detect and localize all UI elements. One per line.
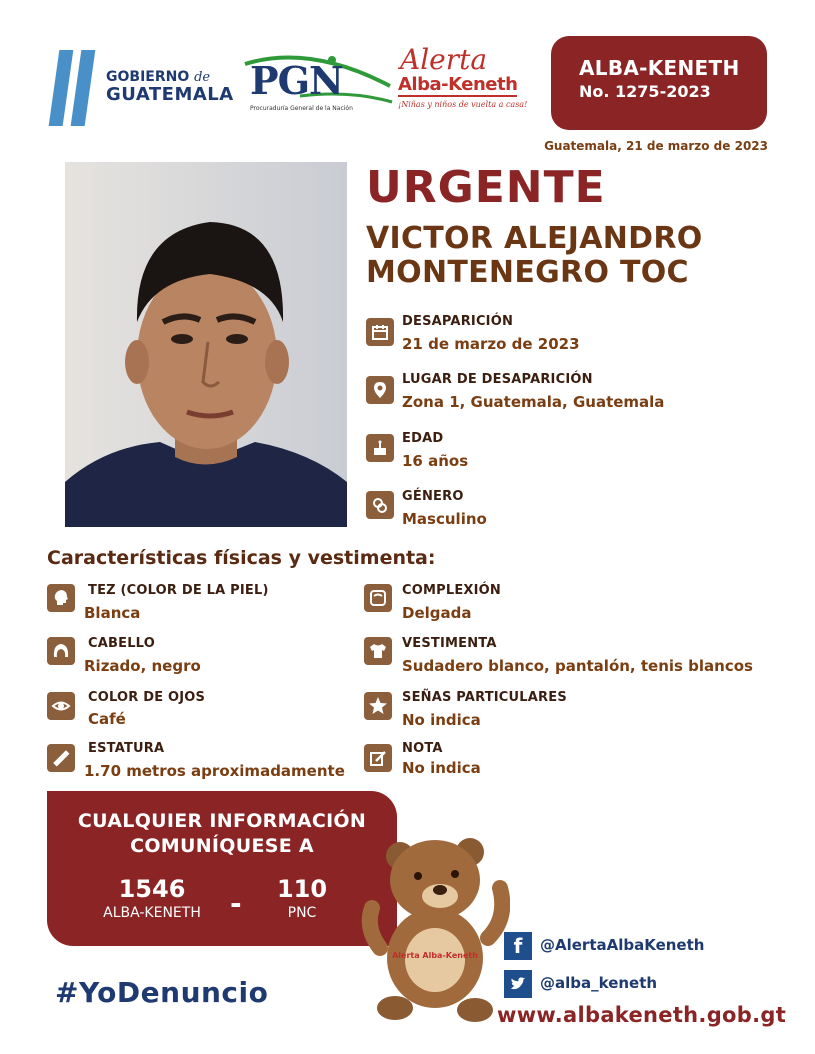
gov-line2: GUATEMALA bbox=[106, 84, 234, 105]
hashtag: #YoDenuncio bbox=[55, 976, 269, 1009]
clothing-value: Sudadero blanco, pantalón, tenis blancos bbox=[402, 657, 753, 675]
age-label: EDAD bbox=[402, 431, 444, 446]
pnc-phone-number[interactable]: 110 bbox=[276, 875, 328, 903]
gender-label: GÉNERO bbox=[402, 489, 464, 504]
contact-heading bbox=[47, 809, 397, 859]
disappearance-place-label: LUGAR DE DESAPARICIÓN bbox=[402, 372, 593, 387]
distinguishing-marks-label: SEÑAS PARTICULARES bbox=[402, 690, 567, 705]
disappearance-date-label: DESAPARICIÓN bbox=[402, 314, 514, 329]
facebook-handle[interactable]: @AlertaAlbaKeneth bbox=[540, 936, 705, 954]
build-value: Delgada bbox=[402, 604, 472, 622]
head-profile-icon bbox=[47, 584, 75, 612]
skin-tone-label: TEZ (COLOR DE LA PIEL) bbox=[88, 583, 269, 598]
case-number-badge bbox=[551, 36, 767, 130]
urgent-status: URGENTE bbox=[366, 162, 606, 213]
alba-keneth-phone-label: ALBA-KENETH bbox=[103, 905, 201, 921]
facebook-icon[interactable]: f bbox=[504, 932, 532, 960]
mascot-badge-text: Alerta Alba-Keneth bbox=[392, 951, 478, 960]
contact-heading-line1: CUALQUIER INFORMACIÓN bbox=[77, 810, 367, 832]
case-number: No. 1275-2023 bbox=[579, 82, 711, 101]
disappearance-place-value: Zona 1, Guatemala, Guatemala bbox=[402, 393, 665, 411]
missing-person-name bbox=[366, 222, 703, 290]
age-value: 16 años bbox=[402, 452, 469, 470]
distinguishing-marks-value: No indica bbox=[402, 711, 481, 729]
missing-person-photo bbox=[65, 162, 347, 527]
shirt-icon bbox=[364, 637, 392, 665]
pgn-logo-text: PGN bbox=[250, 58, 343, 103]
height-label: ESTATURA bbox=[88, 741, 165, 756]
alba-keneth-logo-word: Alba-Keneth bbox=[398, 74, 518, 95]
birthday-cake-icon bbox=[366, 434, 394, 462]
note-label: NOTA bbox=[402, 741, 443, 756]
hair-value: Rizado, negro bbox=[84, 657, 201, 675]
twitter-handle[interactable]: @alba_keneth bbox=[540, 974, 658, 992]
note-value: No indica bbox=[402, 759, 481, 777]
pgn-subtitle: Procuraduría General de la Nación bbox=[250, 105, 353, 112]
eye-color-label: COLOR DE OJOS bbox=[88, 690, 206, 705]
gender-icon bbox=[366, 491, 394, 519]
clothing-label: VESTIMENTA bbox=[402, 636, 497, 651]
calendar-icon bbox=[366, 318, 394, 346]
issue-date: Guatemala, 21 de marzo de 2023 bbox=[544, 139, 768, 153]
ruler-icon bbox=[47, 744, 75, 772]
height-value: 1.70 metros aproximadamente bbox=[84, 762, 345, 780]
twitter-icon[interactable] bbox=[504, 970, 532, 998]
name-line2: MONTENEGRO TOC bbox=[366, 255, 689, 290]
gov-line1: GOBIERNO bbox=[106, 69, 190, 85]
note-edit-icon bbox=[364, 744, 392, 772]
characteristics-title: Características físicas y vestimenta: bbox=[47, 547, 436, 569]
scale-icon bbox=[364, 584, 392, 612]
disappearance-date-value: 21 de marzo de 2023 bbox=[402, 335, 580, 353]
case-title: ALBA-KENETH bbox=[579, 56, 740, 80]
name-line1: VICTOR ALEJANDRO bbox=[366, 221, 703, 256]
hair-icon bbox=[47, 637, 75, 665]
phone-separator: - bbox=[230, 887, 242, 920]
contact-info-box bbox=[47, 791, 397, 946]
gobierno-guatemala-logo-bars bbox=[52, 50, 100, 126]
pnc-phone-label: PNC bbox=[287, 905, 317, 921]
star-icon bbox=[364, 692, 392, 720]
alba-keneth-phone-number[interactable]: 1546 bbox=[118, 875, 186, 903]
gender-value: Masculino bbox=[402, 510, 487, 528]
alerta-logo-word: Alerta bbox=[400, 43, 488, 76]
skin-tone-value: Blanca bbox=[84, 604, 141, 622]
hair-label: CABELLO bbox=[88, 636, 155, 651]
website-link[interactable]: www.albakeneth.gob.gt bbox=[497, 1003, 787, 1027]
location-pin-icon bbox=[366, 376, 394, 404]
gobierno-guatemala-logo bbox=[106, 70, 234, 104]
eye-color-value: Café bbox=[88, 710, 126, 728]
contact-heading-line2: COMUNÍQUESE A bbox=[130, 835, 314, 857]
alerta-tagline: ¡Niñas y niños de vuelta a casa! bbox=[398, 100, 528, 109]
build-label: COMPLEXIÓN bbox=[402, 583, 502, 598]
bear-mascot-icon bbox=[360, 828, 510, 1028]
gov-de: de bbox=[194, 70, 211, 85]
eye-icon bbox=[47, 692, 75, 720]
